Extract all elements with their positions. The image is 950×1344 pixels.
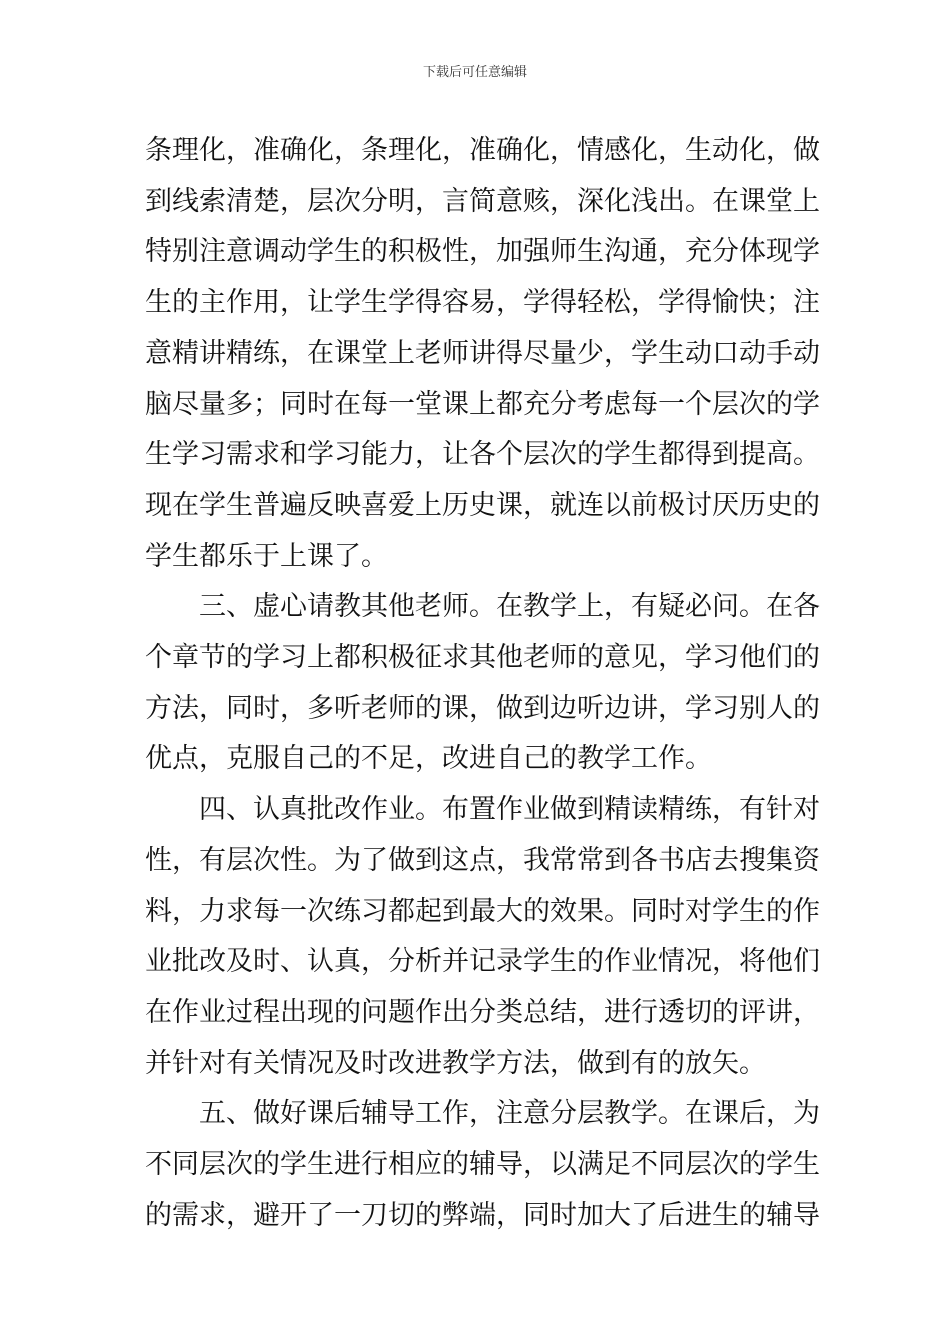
text-line: 在作业过程出现的问题作出分类总结，进行透切的评讲，	[145, 996, 820, 1028]
text-line: 学生都乐于上课了。	[145, 540, 388, 572]
text-line: 到线索清楚，层次分明，言简意赅，深化浅出。在课堂上	[145, 185, 820, 217]
text-line: 方法，同时，多听老师的课，做到边听边讲，学习别人的	[145, 692, 820, 724]
text-line: 条理化，准确化，条理化，准确化，情感化，生动化，做	[145, 135, 820, 166]
text-line: 业批改及时、认真，分析并记录学生的作业情况，将他们	[145, 946, 820, 978]
text-line: 脑尽量多；同时在每一堂课上都充分考虑每一个层次的学	[145, 388, 820, 420]
text-line: 优点，克服自己的不足，改进自己的教学工作。	[145, 743, 712, 775]
text-line: 生的主作用，让学生学得容易，学得轻松，学得愉快；注	[145, 287, 820, 319]
page-header: 下载后可任意编辑	[422, 65, 527, 80]
text-line: 意精讲精练，在课堂上老师讲得尽量少，学生动口动手动	[145, 337, 820, 369]
text-line: 生学习需求和学习能力，让各个层次的学生都得到提高。	[145, 439, 820, 471]
text-line: 的需求，避开了一刀切的弊端，同时加大了后进生的辅导	[145, 1199, 820, 1231]
text-line: 五、做好课后辅导工作，注意分层教学。在课后，为	[199, 1098, 820, 1130]
text-line: 性，有层次性。为了做到这点，我常常到各书店去搜集资	[145, 844, 820, 876]
text-line: 个章节的学习上都积极征求其他老师的意见，学习他们的	[145, 642, 820, 673]
text-line: 三、虚心请教其他老师。在教学上，有疑必问。在各	[199, 591, 820, 623]
text-line: 料，力求每一次练习都起到最大的效果。同时对学生的作	[145, 895, 820, 927]
text-line: 特别注意调动学生的积极性，加强师生沟通，充分体现学	[145, 236, 820, 268]
text-line: 不同层次的学生进行相应的辅导，以满足不同层次的学生	[145, 1149, 820, 1180]
text-line: 现在学生普遍反映喜爱上历史课，就连以前极讨厌历史的	[145, 489, 820, 521]
text-line: 并针对有关情况及时改进教学方法，做到有的放矢。	[145, 1047, 766, 1079]
text-line: 四、认真批改作业。布置作业做到精读精练，有针对	[199, 794, 820, 826]
